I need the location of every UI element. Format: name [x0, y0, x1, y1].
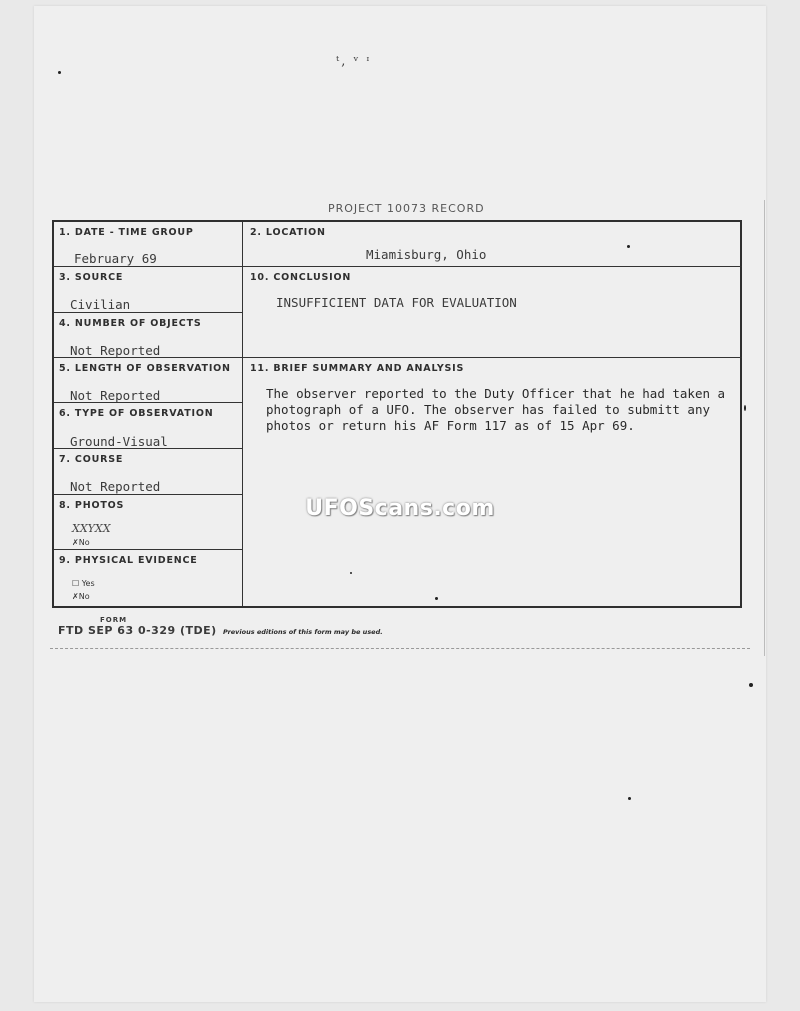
record-form: [52, 220, 742, 608]
checkbox-empty-icon: ☐: [72, 579, 80, 588]
course-label: 7. COURSE: [59, 454, 124, 465]
row-divider: [54, 494, 242, 495]
source-label: 3. SOURCE: [59, 272, 124, 283]
photos-no-option: [72, 536, 90, 549]
scan-speck: [627, 245, 630, 248]
physical-evidence-options: [72, 577, 95, 603]
location-label: 2. LOCATION: [250, 227, 326, 238]
photos-label: 8. PHOTOS: [59, 500, 125, 511]
summary-label: 11. BRIEF SUMMARY AND ANALYSIS: [250, 363, 465, 374]
length-of-observation-label: 5. LENGTH OF OBSERVATION: [59, 363, 231, 374]
row-divider: [54, 312, 242, 313]
form-title: PROJECT 10073 RECORD: [328, 202, 485, 215]
check-mark-icon: ✗: [72, 538, 79, 547]
column-divider: [242, 222, 243, 606]
physical-evidence-label: 9. PHYSICAL EVIDENCE: [59, 555, 198, 566]
row-divider: [54, 266, 242, 267]
conclusion-label: 10. CONCLUSION: [250, 272, 352, 283]
footer-note: Previous editions of this form may be used.: [223, 628, 383, 636]
scan-speck: [58, 71, 61, 74]
photos-no-label: No: [78, 538, 90, 547]
footer-form-word: FORM: [100, 616, 128, 624]
scan-speck: [744, 405, 746, 411]
number-of-objects-value: Not Reported: [70, 343, 161, 358]
scan-speck: [749, 683, 753, 687]
location-value: Miamisburg, Ohio: [366, 247, 487, 262]
date-time-value: February 69: [74, 251, 157, 266]
scan-speck: [628, 797, 631, 800]
number-of-objects-label: 4. NUMBER OF OBJECTS: [59, 318, 202, 329]
source-value: Civilian: [70, 297, 131, 312]
length-of-observation-value: Not Reported: [70, 388, 161, 403]
physical-evidence-yes-option: [72, 577, 95, 590]
footer-form-code: FTD SEP 63 0-329 (TDE): [58, 624, 217, 637]
type-of-observation-label: 6. TYPE OF OBSERVATION: [59, 408, 214, 419]
physical-evidence-no-option: [72, 590, 95, 603]
date-time-label: 1. DATE - TIME GROUP: [59, 227, 194, 238]
cut-line: [50, 648, 750, 649]
check-mark-icon: ✗: [72, 592, 79, 601]
conclusion-value: INSUFFICIENT DATA FOR EVALUATION: [276, 295, 517, 310]
row-divider: [54, 549, 242, 550]
physical-evidence-no-label: No: [78, 592, 90, 601]
physical-evidence-yes-label: Yes: [81, 579, 95, 588]
page-edge-line: [764, 200, 765, 656]
course-value: Not Reported: [70, 479, 161, 494]
type-of-observation-value: Ground-Visual: [70, 434, 168, 449]
summary-text: The observer reported to the Duty Officer that he had taken a photograph of a UFO. The observer has failed to submitt any photos or return his AF Form 117 as of 15 Apr 69.: [266, 386, 726, 433]
top-handwritten-mark: ᵗ, ᵛ ᶦ: [336, 54, 372, 69]
photos-struck-option: XXYXX: [72, 522, 111, 535]
row-divider: [242, 266, 742, 267]
scan-speck: [350, 572, 352, 574]
watermark: UFOScans.com: [305, 496, 495, 521]
scan-speck: [435, 597, 438, 600]
